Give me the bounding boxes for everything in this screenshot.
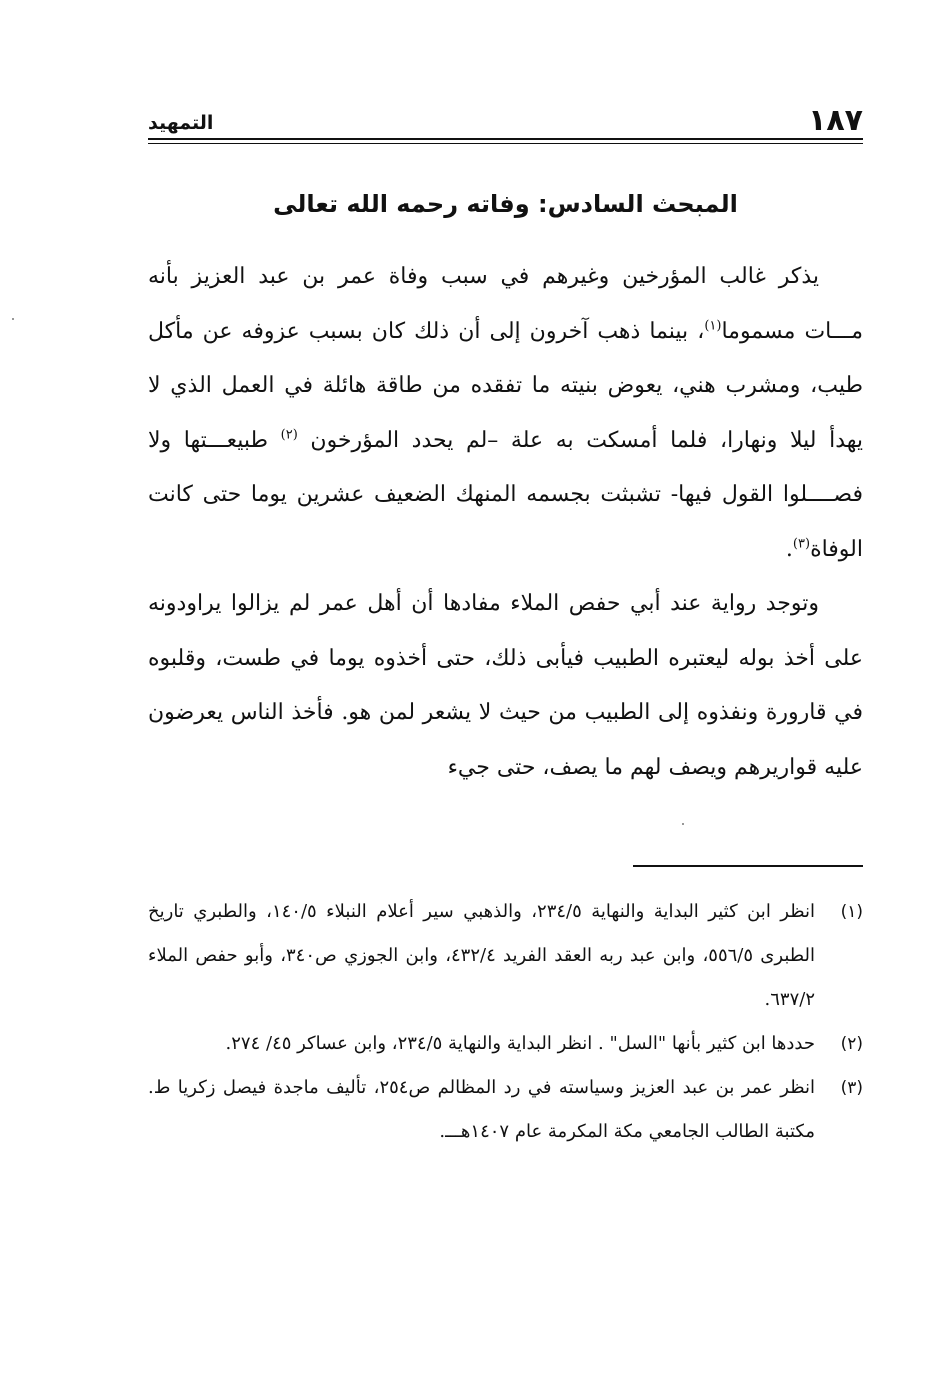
paragraph-2: وتوجد رواية عند أبي حفص الملاء مفادها أن أهل عمر لم يزالوا يراودونه على أخذ بوله ليعتبره الطبيب فيأبى ذلك، حتى أخذوه يوما في طست، وقلبوه في قارورة ونفذوه إلى الطبيب من حيث لا يشعر لمن هو. فأخذ الناس يعرضون عليه قواريرهم ويصف لهم ما يصف، حتى جيء	[148, 591, 863, 780]
book-page	[148, 0, 863, 1383]
scan-speck	[682, 823, 684, 825]
footnote-marker: (٢)	[840, 1034, 863, 1054]
section-heading: المبحث السادس: وفاته رحمه الله تعالى	[273, 190, 738, 218]
footnote-ref-2[interactable]: (٢)	[280, 427, 298, 443]
footnote-text: حددها ابن كثير بأنها "السل" . انظر البداية والنهاية ٢٣٤/٥، وابن عساكر ٤٥/ ٢٧٤.	[225, 1033, 815, 1054]
footnote-text: انظر ابن كثير البداية والنهاية ٢٣٤/٥، والذهبي سير أعلام النبلاء ١٤٠/٥، والطبري تاريخ الطبرى ٥٥٦/٥، وابن عبد ربه العقد الفريد ٤٣٢/٤، وابن الجوزي ص٣٤٠، وأبو حفص الملاء ٦٣٧/٢.	[148, 901, 816, 1010]
paragraph-1-part-2: ، بينما ذهب آخرون إلى أن ذلك كان بسبب عزوفه عن مأكل طيب، ومشرب هني، يعوض بنيته ما تفقده من طاقة هائلة في العمل الذي لا يهدأ ليلا ونهارا، فلما أمسكت به علة –لم يحدد المؤرخون	[148, 318, 864, 453]
footnotes	[148, 890, 863, 1154]
footnote-ref-1[interactable]: (١)	[704, 318, 722, 334]
footnote-2	[148, 1022, 863, 1066]
running-header	[148, 98, 863, 136]
paragraph-1-part-1: يذكر غالب المؤرخين وغيرهم في سبب وفاة عمر بن عبد العزيز بأنه مـــات مسموما	[148, 264, 863, 344]
footnote-3	[148, 1066, 863, 1154]
page-number: ١٨٧	[808, 103, 863, 138]
footnote-text: انظر عمر بن عبد العزيز وسياسته في رد المظالم ص٢٥٤، تأليف ماجدة فيصل زكريا ط. مكتبة الطالب الجامعي مكة المكرمة عام ١٤٠٧هـــ.	[148, 1077, 815, 1142]
footnote-ref-3[interactable]: (٣)	[792, 536, 811, 552]
paragraph-1	[148, 250, 863, 577]
header-rule-thin	[148, 143, 863, 144]
footnote-marker: (١)	[840, 902, 863, 922]
footnote-separator	[633, 865, 863, 867]
header-rule-thick	[148, 138, 863, 140]
footnote-1	[148, 890, 863, 1022]
scan-speck	[12, 318, 14, 320]
running-header-title: التمهيد	[148, 112, 214, 134]
body-text	[148, 250, 863, 795]
footnote-marker: (٣)	[840, 1078, 863, 1098]
paragraph-1-part-3: طبيعـــتها ولا فصــــلوا القول فيها- تشبثت بجسمه المنهك الضعيف عشرين يوما حتى كانت الوفاة	[148, 427, 863, 562]
paragraph-1-end: .	[785, 536, 793, 562]
